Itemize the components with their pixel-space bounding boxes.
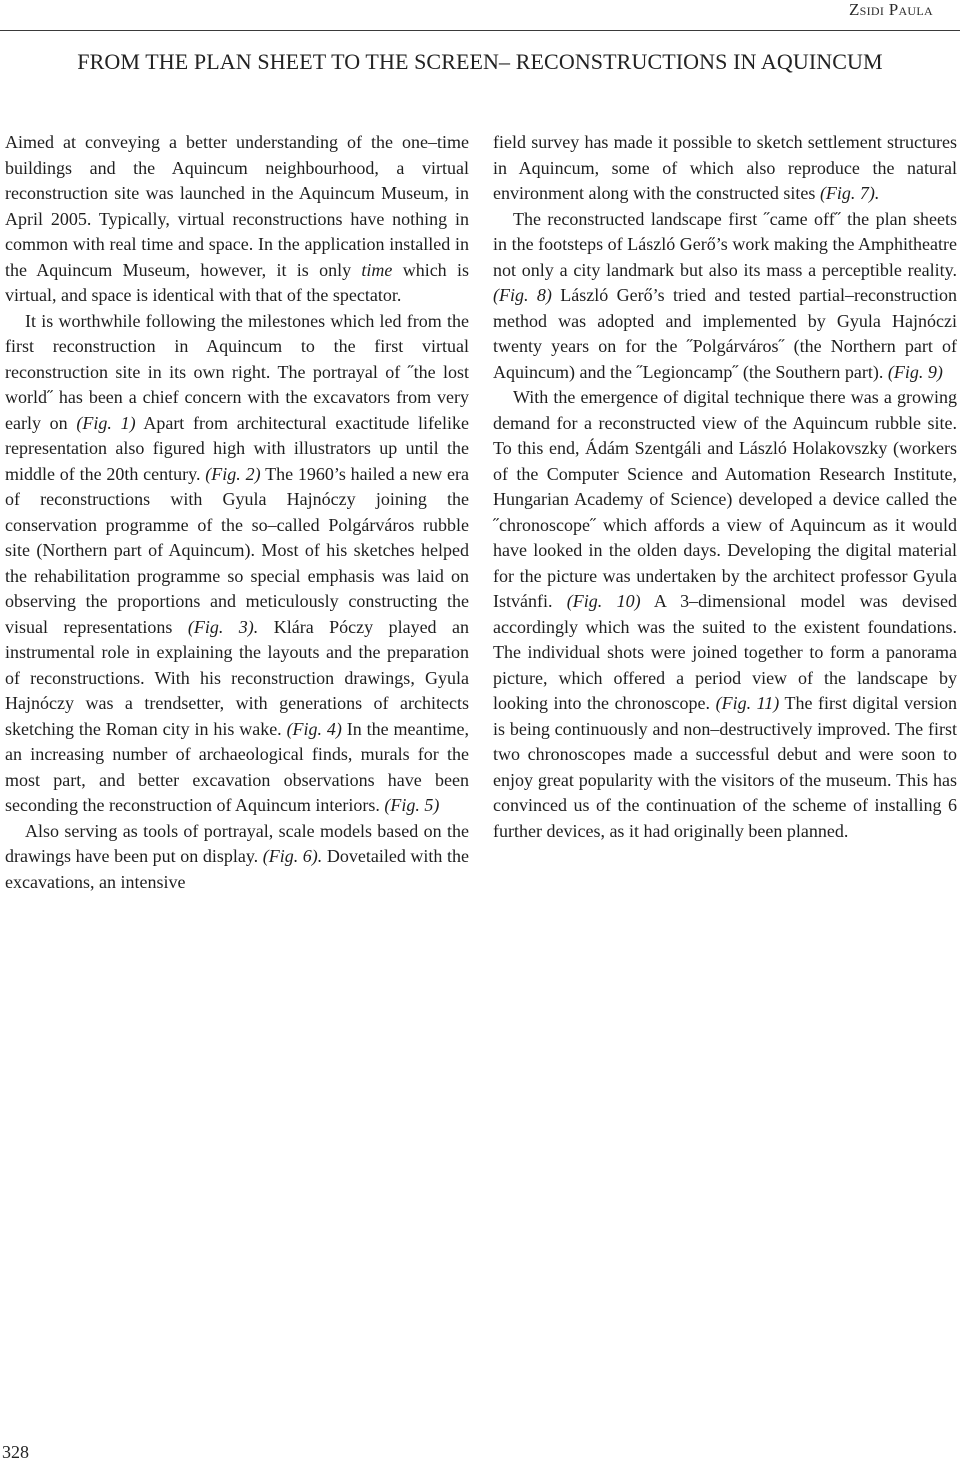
figure-reference: (Fig. 2) <box>205 463 261 484</box>
text-run: The 1960’s hailed a new era of reconstructions with Gyula Hajnóczy joining the conservation programme of the so–called Polgárváros rubble site (Northern part of Aquincum). Most of his sketches helped the rehabilitation programme so special emphasis was laid on observing the proportions and meticulously constructing the visual representations <box>5 463 469 637</box>
left-paragraph-3 <box>5 819 469 896</box>
text-run: Klára Póczy played an instrumental role in explaining the layouts and the preparation of reconstructions. With his reconstruction drawings, Gyula Hajnóczy was a trendsetter, with generations of architects sketching the Roman city in his wake. <box>5 616 469 739</box>
right-column <box>493 130 957 844</box>
text-run: The reconstructed landscape first ˝came off˝ the plan sheets in the footsteps of László Gerő’s work making the Amphitheatre not only a city landmark but also its mass a perceptible reality. <box>493 208 957 280</box>
text-run: Aimed at conveying a better understanding of the one–time buildings and the Aquincum neighbourhood, a virtual reconstruction site was launched in the Aquincum Museum, in April 2005. Typically, virtual reconstructions have nothing in common with real time and space. In the application installed in the Aquincum Museum, however, it is only <box>5 132 469 280</box>
running-head-author: Zsidi Paula <box>848 0 933 19</box>
figure-reference: (Fig. 11) <box>715 693 780 713</box>
figure-reference: (Fig. 7). <box>819 183 880 203</box>
figure-reference: (Fig. 1) <box>76 412 136 433</box>
text-run: The first digital version is being continuously and non–destructively improved. The first two chronoscopes made a successful debut and were soon to enjoy great popularity with the visitors of the museum. This has convinced us of the continuation of the scheme of installing 6 further devices, as it had originally been planned. <box>493 693 958 841</box>
text-run: field survey has made it possible to sketch settlement structures in Aquincum, some of which also reproduce the natural environment along with the constructed sites <box>493 132 957 203</box>
text-run: Apart from architectural exactitude lifelike representation also figured high with illustrators up until the middle of the 20th century. <box>5 412 470 484</box>
figure-reference: (Fig. 4) <box>286 718 342 739</box>
text-run: A 3–dimensional model was devised accordingly which was the suited to the existent foundations. The individual shots were joined together to form a panorama picture, which offered a period view of the landscape by looking into the chronoscope. <box>493 591 958 713</box>
text-run: It is worthwhile following the milestones which led from the first reconstruction in Aquincum to the first virtual reconstruction site in its own right. The portrayal of ˝the lost world˝ has been a chief concern with the excavators from very early on <box>5 310 469 433</box>
left-paragraph-2 <box>5 309 469 819</box>
article-title: FROM THE PLAN SHEET TO THE SCREEN– RECONSTRUCTIONS IN AQUINCUM <box>77 49 883 74</box>
text-run: Dovetailed with the excavations, an intensive <box>5 846 469 892</box>
text-run: In the meantime, an increasing number of archaeological finds, murals for the most part, and better excavation observations have been seconding the reconstruction of Aquincum interiors. <box>5 718 469 815</box>
figure-reference: (Fig. 3). <box>187 616 259 637</box>
text-run: which is virtual, and space is identical with that of the spectator. <box>5 259 469 305</box>
header-rule <box>0 30 960 31</box>
figure-reference: (Fig. 6). <box>262 846 323 866</box>
right-paragraph-1 <box>493 130 957 207</box>
right-paragraph-3 <box>493 385 957 844</box>
figure-reference: (Fig. 5) <box>384 795 440 815</box>
italic-term: time <box>361 259 393 280</box>
page-number: 328 <box>2 1442 29 1462</box>
figure-reference: (Fig. 8) <box>493 285 552 305</box>
left-column <box>5 130 469 895</box>
figure-reference: (Fig. 9) <box>887 361 943 382</box>
left-paragraph-1 <box>5 130 469 309</box>
text-run: László Gerő’s tried and tested partial–reconstruction method was adopted and implemented by Gyula Hajnóczi twenty years on for the ˝Polgárváros˝ (the Northern part of Aquincum) and the ˝Legioncamp˝ (the Southern part). <box>493 285 958 382</box>
right-paragraph-2 <box>493 207 957 386</box>
text-run: Also serving as tools of portrayal, scale models based on the drawings have been put on display. <box>5 820 469 866</box>
figure-reference: (Fig. 10) <box>566 591 641 611</box>
text-run: With the emergence of digital technique there was a growing demand for a reconstructed view of the Aquincum rubble site. To this end, Ádám Szentgáli and László Holakovszky (workers of the Computer Science and Automation Research Institute, Hungarian Academy of Science) developed a device called the ˝chronoscope˝ which affords a view of Aquincum as it would have looked in the olden days. Developing the digital material for the picture was undertaken by the architect professor Gyula Istvánfi. <box>493 387 957 611</box>
